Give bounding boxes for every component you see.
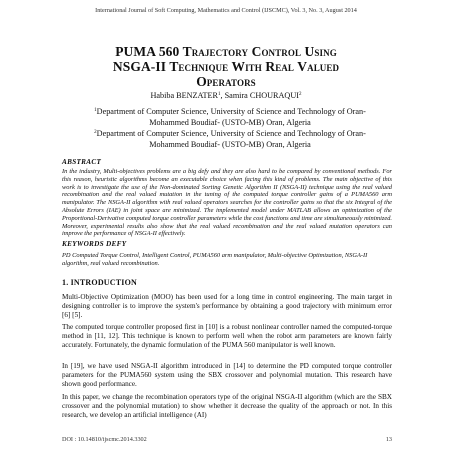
affiliation-2-text: Department of Computer Science, University of Science and Technology of Oran-Mohammed Boudiaf- (USTO-MB) Oran, Algeria [96, 129, 366, 149]
author-1: Habiba BENZATER [150, 91, 219, 100]
author-2-affiliation-mark: 2 [299, 92, 302, 97]
intro-paragraph-2: The computed torque controller proposed first in [10] is a robust nonlinear controller named the computed-torque method in [11, 12]. This technique is known to perform well when the robot arm parameters are known fairly accurately. Fortunately, the dynamic formulation of the PUMA 560 manipulator is well known. [62, 323, 392, 349]
affiliation-1-text: Department of Computer Science, University of Science and Technology of Oran-Mohammed Boudiaf- (USTO-MB) Oran, Algeria [96, 107, 366, 127]
affiliation-2-mark: 2 [94, 130, 97, 135]
keywords-heading: KEYWORDS DEFY [62, 240, 127, 248]
paper-title-line-3: Operators [196, 74, 256, 89]
abstract-text: In the industry, Multi-objectives problems are a big defy and they are also hard to be compared by conventional methods. For this reason, heuristic algorithms become an executable choice when facing this kind of problems. The main objective of this work is to investigate the use of the Non-dominated Sorting Genetic Algorithm II (NSGA-II) technique using the real valued recombination and the real valued mutation in the tuning of the computed torque controller gains of a PUMA560 arm manipulator. The NSGA-II algorithm with real valued operators searches for the controller gains so that the six Integral of the Absolute Errors (IAE) in joint space are minimized. The implemented model under MATLAB allows an optimization of the Proportional-Derivative computed torque controller parameters while the cost functions and time are simultaneously minimized. Moreover, experimental results also show that the real valued recombination and the real valued mutation operators can improve the performance of NSGA-II effectively. [62, 168, 392, 238]
intro-paragraph-4: In this paper, we change the recombination operators type of the original NSGA-II algorithm (which are the SBX crossover and the polynomial mutation) to show whether it decrease the quality of the approach or not. In this research, we develop an artificial intelligence (AI) [62, 393, 392, 419]
footer-doi: DOI : 10.14810/ijscmc.2014.3302 [62, 436, 147, 443]
paper-title-line-1: PUMA 560 Trajectory Control Using [115, 44, 337, 59]
affiliation-1-mark: 1 [94, 108, 97, 113]
paper-title-line-2: NSGA-II Technique With Real Valued [112, 59, 340, 74]
authors [0, 91, 452, 100]
introduction-heading: 1. INTRODUCTION [62, 278, 138, 287]
journal-header: International Journal of Soft Computing, Mathematics and Control (IJSCMC), Vol. 3, No. 3, August 2014 [95, 7, 357, 14]
footer-page-number: 13 [385, 436, 392, 443]
intro-paragraph-3: In [19], we have used NSGA-II algorithm introduced in [14] to determine the PD computed torque controller parameters for the PUMA560 system using the SBX crossover and polynomial mutation. This research have shown good performance. [62, 362, 392, 388]
keywords-text: PD Computed Torque Control, Intelligent Control, PUMA560 arm manipulator, Multi-objective Optimization, NSGA-II algorithm, real valued recombination. [62, 252, 368, 267]
affiliation-2 [80, 128, 380, 150]
abstract-heading: ABSTRACT [62, 158, 102, 166]
author-1-affiliation-mark: 1 [218, 92, 221, 97]
affiliation-1 [80, 106, 380, 128]
intro-paragraph-1: Multi-Objective Optimization (MOO) has been used for a long time in control engineering. The main target in designing controller is to improve the system's performance by obtaining a good trajectory with minimum error [6] [5]. [62, 293, 392, 319]
author-2: , Samira CHOURAQUI [220, 91, 299, 100]
